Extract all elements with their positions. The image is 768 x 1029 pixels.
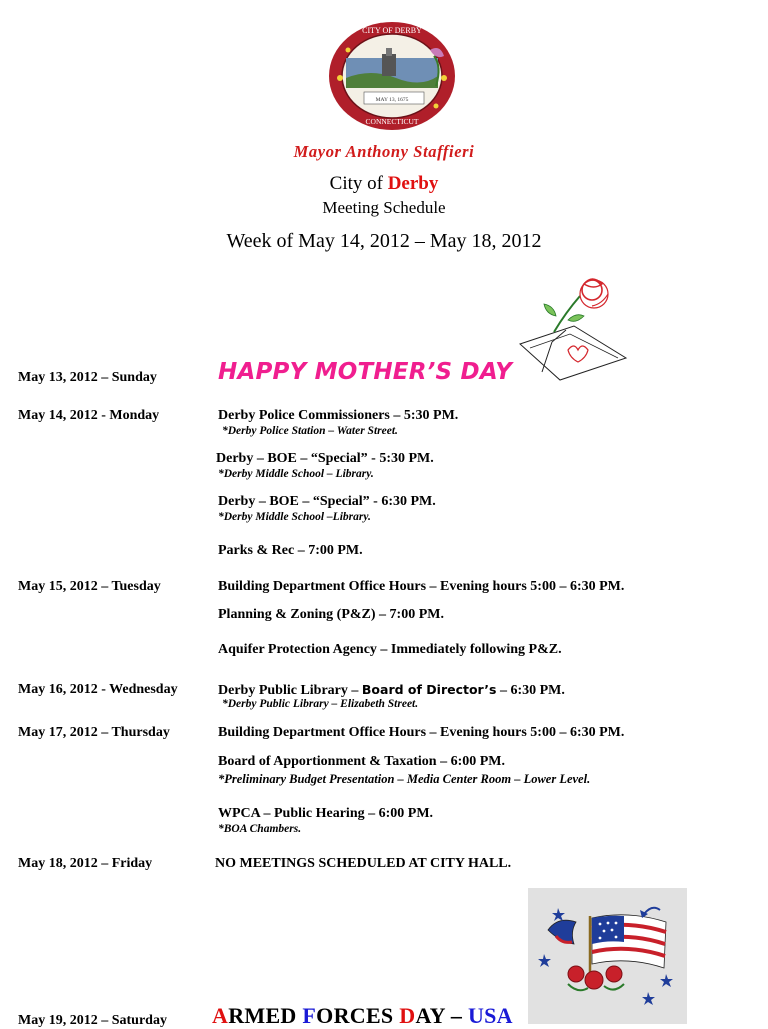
date-may-14: May 14, 2012 - Monday — [18, 408, 160, 423]
city-title — [0, 173, 768, 195]
event-note: *Derby Middle School – Library. — [218, 468, 374, 480]
event-note: *Derby Middle School –Library. — [218, 511, 371, 523]
banner-part: RMED — [228, 1003, 303, 1028]
mothers-day-banner: HAPPY MOTHER’S DAY — [218, 359, 513, 385]
seal-date-text: MAY 13, 1675 — [375, 97, 409, 103]
event-apportionment-taxation: Board of Apportionment & Taxation – 6:00 PM. — [218, 754, 506, 769]
date-may-18: May 18, 2012 – Friday — [18, 856, 153, 871]
flag-eagle-icon — [528, 888, 687, 1024]
rose-icon — [514, 272, 632, 386]
event-title-part: Board of Director’s — [361, 682, 497, 697]
event-title-part: Derby Public Library – — [218, 683, 362, 698]
banner-part: F — [302, 1003, 317, 1028]
event-note: *Derby Public Library – Elizabeth Street. — [222, 698, 419, 710]
event-police-commissioners: Derby Police Commissioners – 5:30 PM. — [218, 408, 459, 423]
date-may-15: May 15, 2012 – Tuesday — [18, 579, 161, 594]
banner-part: D — [399, 1003, 416, 1028]
event-planning-zoning: Planning & Zoning (P&Z) – 7:00 PM. — [218, 607, 444, 622]
city-seal-icon — [326, 20, 460, 132]
page-subtitle: Meeting Schedule — [322, 198, 446, 217]
event-wpca-hearing: WPCA – Public Hearing – 6:00 PM. — [218, 806, 434, 821]
seal-top-text: CITY OF DERBY — [362, 26, 422, 35]
event-title-part: – 6:30 PM. — [496, 683, 565, 698]
week-range: Week of May 14, 2012 – May 18, 2012 — [226, 230, 542, 252]
armed-forces-day-banner — [212, 1003, 513, 1029]
mayor-name: Mayor Anthony Staffieri — [293, 142, 475, 161]
event-note: *Derby Police Station – Water Street. — [222, 425, 398, 437]
event-note: *BOA Chambers. — [218, 823, 302, 835]
event-note: *Preliminary Budget Presentation – Media Center Room – Lower Level. — [218, 772, 591, 786]
event-library-board — [218, 682, 565, 699]
seal-bottom-text: CONNECTICUT — [365, 117, 419, 126]
banner-part: ORCES — [316, 1003, 400, 1028]
city-name: Derby — [387, 173, 439, 194]
event-aquifer-protection: Aquifer Protection Agency – Immediately following P&Z. — [218, 642, 562, 657]
banner-part: USA — [467, 1003, 513, 1028]
event-building-hours: Building Department Office Hours – Evening hours 5:00 – 6:30 PM. — [218, 725, 625, 740]
event-no-meetings: NO MEETINGS SCHEDULED AT CITY HALL. — [215, 856, 512, 871]
banner-part: A — [212, 1003, 229, 1028]
date-may-19: May 19, 2012 – Saturday — [18, 1013, 167, 1028]
banner-part: AY — [415, 1003, 451, 1028]
date-may-17: May 17, 2012 – Thursday — [18, 725, 170, 740]
date-may-16: May 16, 2012 - Wednesday — [18, 682, 178, 697]
city-prefix: City of — [329, 173, 388, 194]
event-building-hours: Building Department Office Hours – Evening hours 5:00 – 6:30 PM. — [218, 579, 625, 594]
banner-part: – — [450, 1003, 468, 1028]
event-boe-special-630: Derby – BOE – “Special” - 6:30 PM. — [218, 494, 436, 509]
event-boe-special-530: Derby – BOE – “Special” - 5:30 PM. — [216, 451, 434, 466]
event-parks-rec: Parks & Rec – 7:00 PM. — [218, 543, 363, 558]
date-may-13: May 13, 2012 – Sunday — [18, 370, 157, 385]
